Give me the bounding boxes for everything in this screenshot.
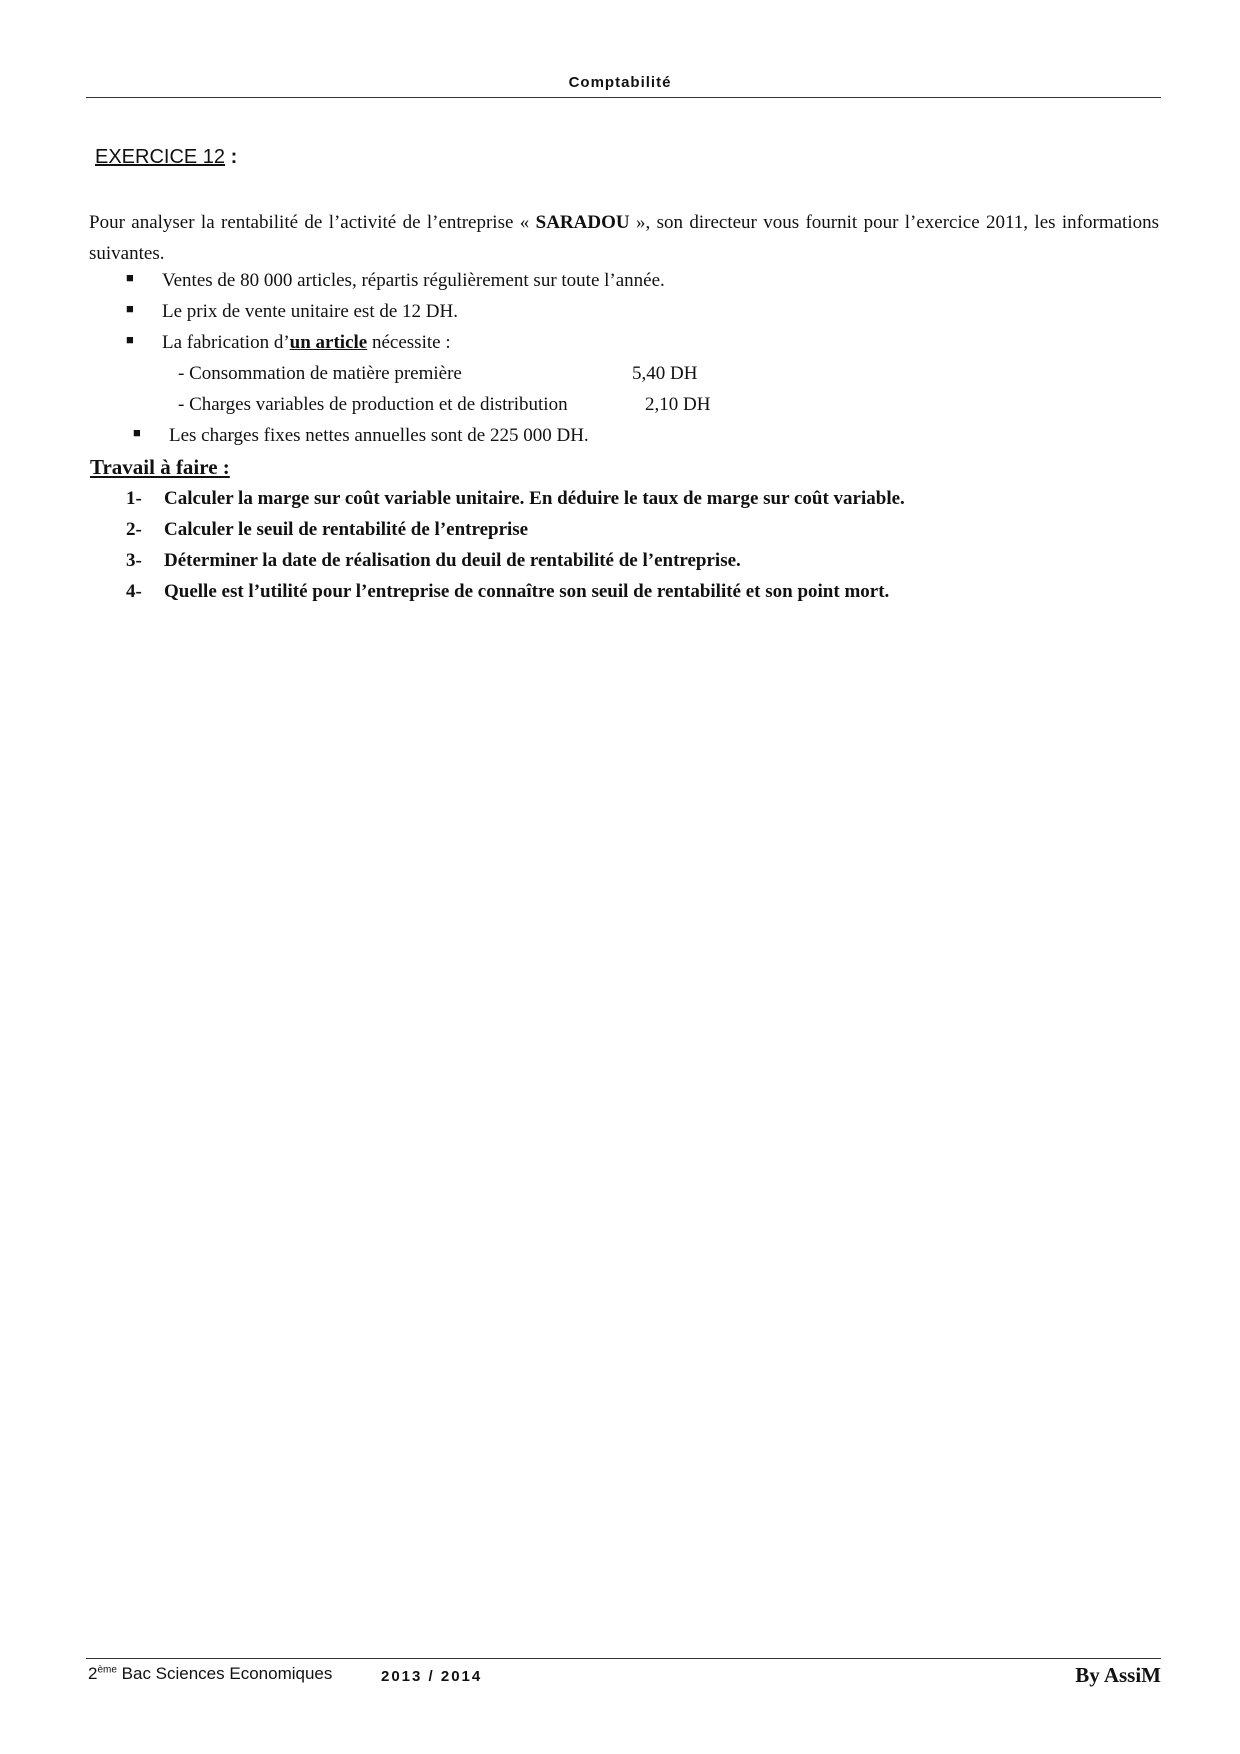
footer-level-text: Bac Sciences Economiques <box>116 1664 333 1683</box>
bullet-text: Le prix de vente unitaire est de 12 DH. <box>162 301 458 322</box>
bullet-text: Ventes de 80 000 articles, répartis régulièrement sur toute l’année. <box>162 270 665 291</box>
list-item <box>126 332 451 354</box>
subitem-label: - Consommation de matière première <box>178 363 462 384</box>
footer-level-number: 2 <box>88 1664 98 1683</box>
subitem-amount: 2,10 DH <box>645 394 711 415</box>
footer-year: 2013 / 2014 <box>381 1668 483 1685</box>
task-number: 1- <box>126 488 142 509</box>
task-text: Déterminer la date de réalisation du deuil de rentabilité de l’entreprise. <box>164 550 741 571</box>
footer-author: By AssiM <box>1075 1663 1161 1687</box>
square-bullet-icon: ■ <box>126 301 134 316</box>
exercise-label: EXERCICE 12 <box>95 146 226 168</box>
header-divider <box>86 97 1161 98</box>
intro-text-after: », son directeur vous fournit pour l’exercice 2011, les informations suivantes. <box>89 212 1159 264</box>
task-item <box>126 550 741 572</box>
intro-paragraph <box>89 207 1159 269</box>
subitem-label: - Charges variables de production et de distribution <box>178 394 568 415</box>
task-item <box>126 519 528 541</box>
footer-level-superscript: ème <box>97 1664 117 1676</box>
task-number: 4- <box>126 581 142 602</box>
exercise-colon: : <box>225 146 238 168</box>
square-bullet-icon: ■ <box>133 425 141 440</box>
list-item <box>133 425 589 447</box>
square-bullet-icon: ■ <box>126 270 134 285</box>
bullet-text-after: nécessite : <box>367 332 451 353</box>
task-number: 2- <box>126 519 142 540</box>
header-title: Comptabilité <box>568 74 672 91</box>
task-item <box>126 581 889 603</box>
task-item <box>126 488 905 510</box>
footer-divider <box>86 1658 1161 1659</box>
task-number: 3- <box>126 550 142 571</box>
emphasis-un-article: un article <box>289 332 368 353</box>
task-text: Quelle est l’utilité pour l’entreprise de connaître son seuil de rentabilité et son point mort. <box>164 581 890 602</box>
intro-text-before: Pour analyser la rentabilité de l’activité de l’entreprise « <box>89 212 536 233</box>
bullet-text-before: La fabrication d’ <box>162 332 290 353</box>
exercise-title <box>95 146 237 169</box>
list-item <box>126 270 665 292</box>
footer-level <box>88 1664 332 1684</box>
subitem-amount: 5,40 DH <box>632 363 698 384</box>
task-text: Calculer la marge sur coût variable unitaire. En déduire le taux de marge sur coût variable. <box>164 488 905 509</box>
list-item <box>126 301 458 323</box>
work-title: Travail à faire : <box>90 455 230 479</box>
task-text: Calculer le seuil de rentabilité de l’entreprise <box>164 519 529 540</box>
bullet-text: Les charges fixes nettes annuelles sont de 225 000 DH. <box>169 425 589 446</box>
square-bullet-icon: ■ <box>126 332 134 347</box>
company-name: SARADOU <box>535 212 630 233</box>
bullet-text <box>162 332 451 353</box>
